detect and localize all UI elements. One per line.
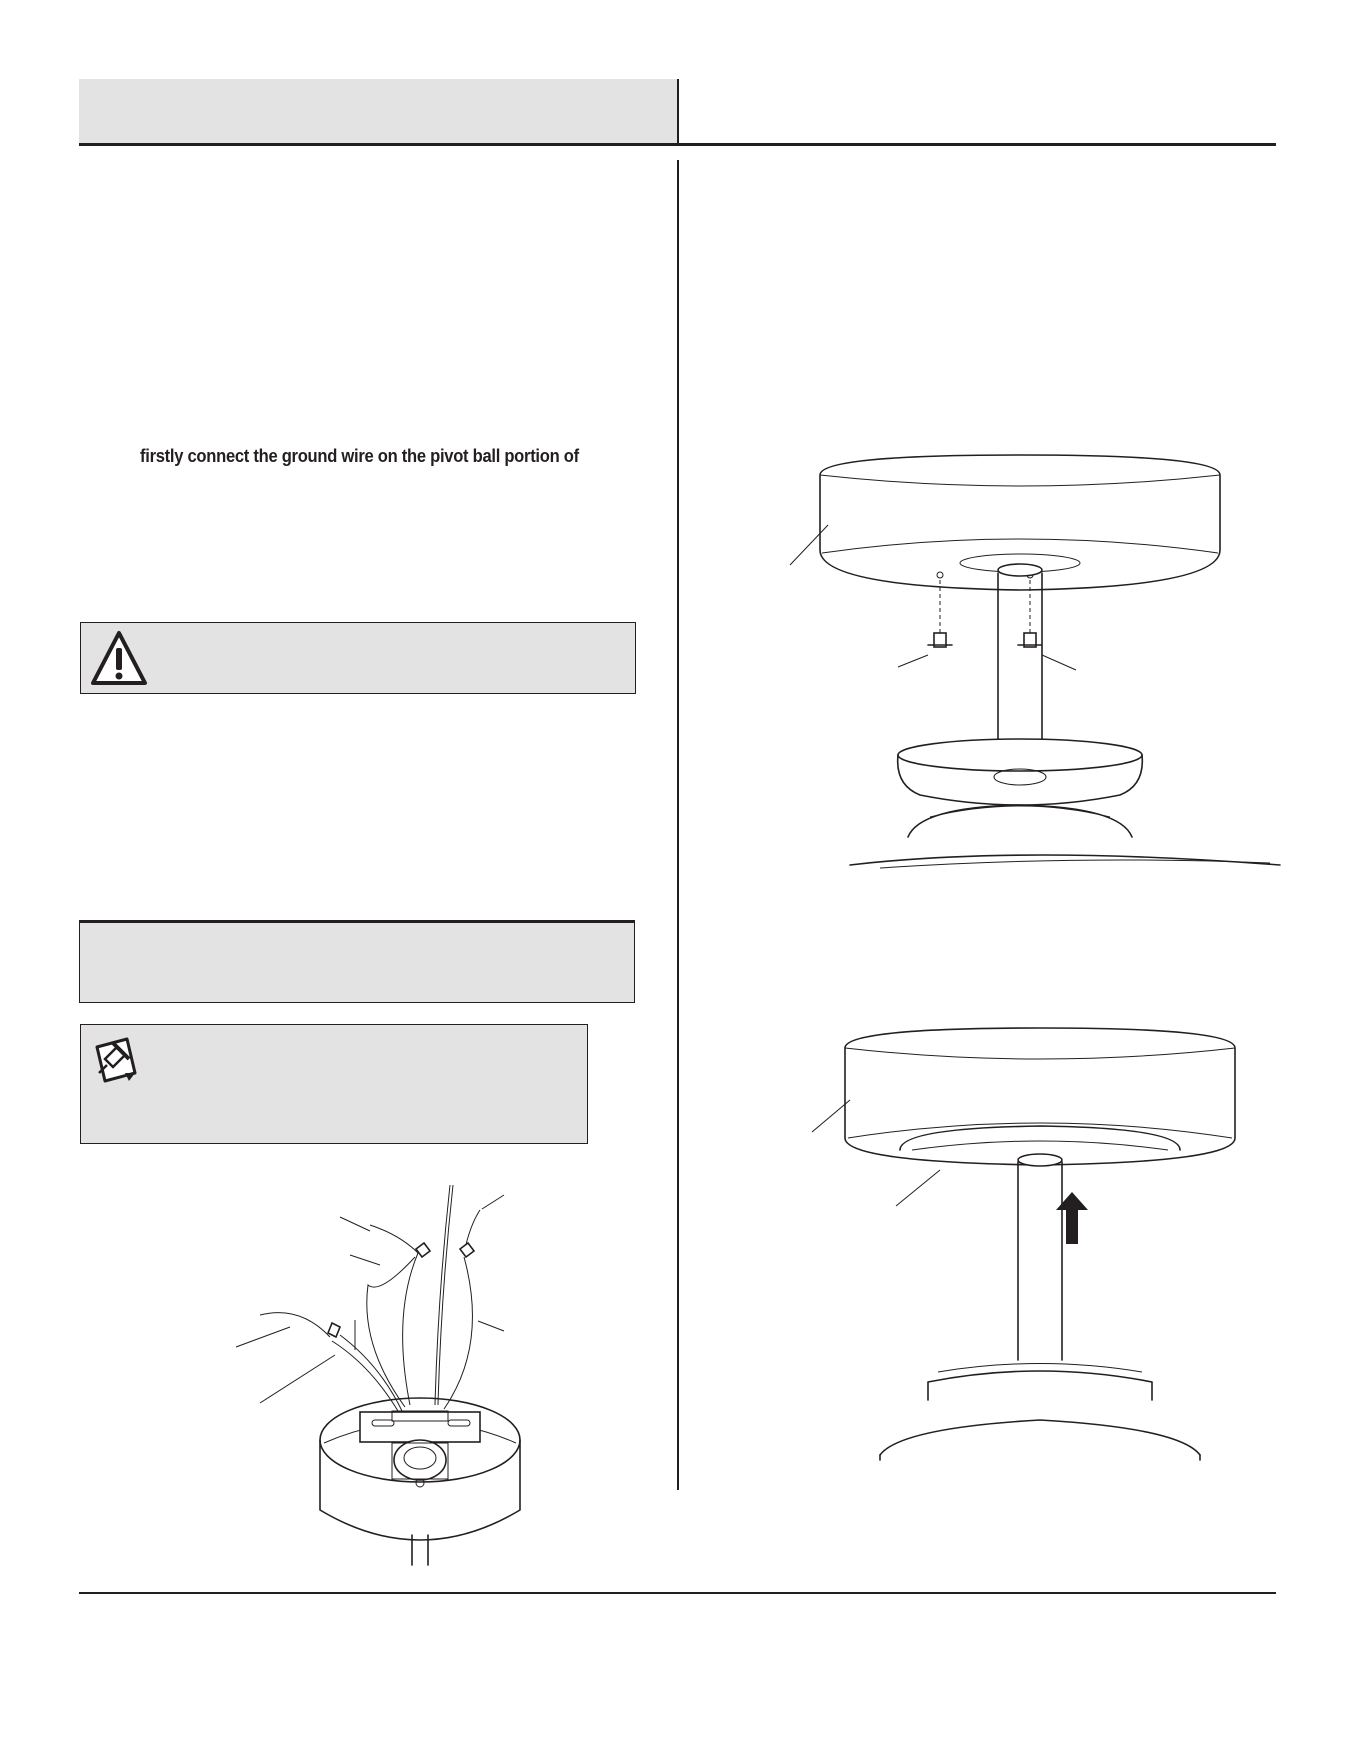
- up-arrow-icon: [1056, 1192, 1088, 1244]
- warning-box: [80, 622, 636, 694]
- wiring-diagram: [220, 1175, 540, 1595]
- cover-raise-diagram: [800, 1020, 1280, 1460]
- header-title-band: [79, 79, 678, 144]
- instruction-line: firstly connect the ground wire on the pivot ball portion of: [140, 446, 579, 466]
- header-rule: [79, 143, 1276, 146]
- canopy-screw-diagram: [780, 455, 1300, 885]
- header-divider: [677, 79, 679, 145]
- pushpin-note-icon: [91, 1033, 139, 1085]
- note-box: [79, 920, 635, 1003]
- tip-box: [80, 1024, 588, 1144]
- footer-rule: [79, 1592, 1276, 1594]
- warning-triangle-icon: [89, 629, 149, 689]
- column-divider: [677, 160, 679, 1490]
- instruction-text: [140, 446, 600, 467]
